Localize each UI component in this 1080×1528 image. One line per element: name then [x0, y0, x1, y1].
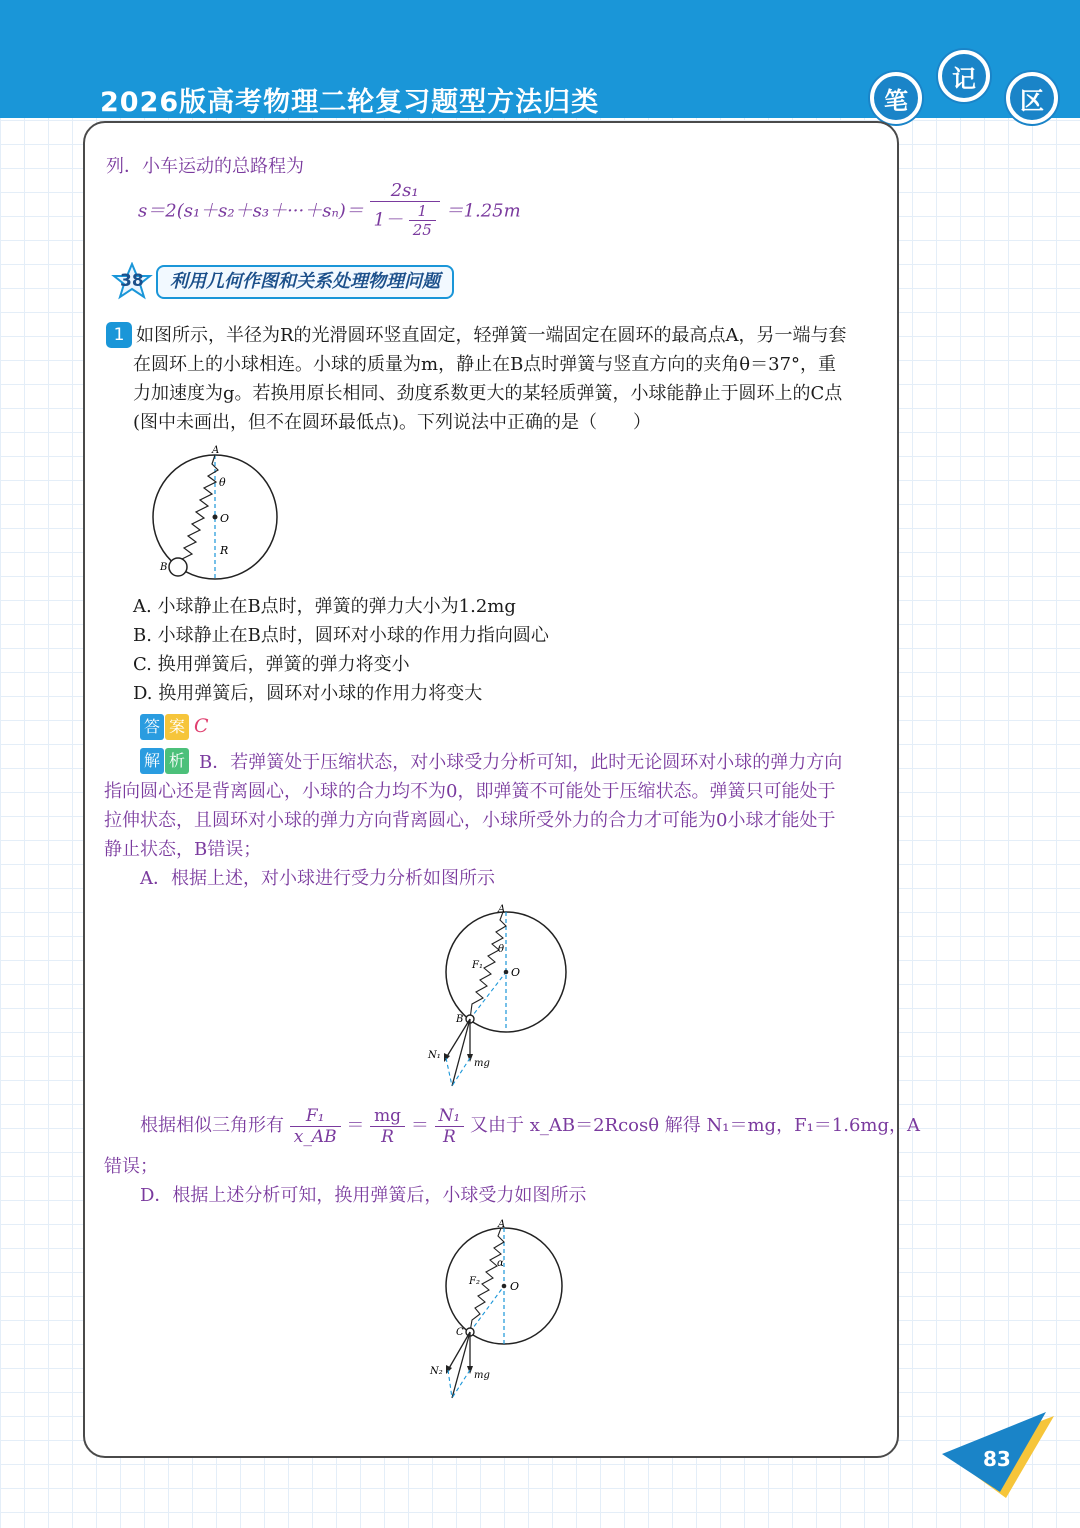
section-heading	[108, 262, 496, 300]
answer-tag-2: 案	[165, 714, 189, 740]
option-d: D. 换用弹簧后，圆环对小球的作用力将变大	[133, 683, 483, 704]
analysis-b-line-1: B．若弹簧处于压缩状态，对小球受力分析可知，此时无论圆环对小球的弹力方向	[199, 752, 843, 773]
svg-text:A: A	[498, 904, 506, 915]
figure-ring-spring-b	[140, 440, 290, 590]
option-a: A. 小球静止在B点时，弹簧的弹力大小为1.2mg	[133, 596, 516, 617]
question-line-1: 如图所示，半径为R的光滑圆环竖直固定，轻弹簧一端固定在圆环的最高点A，另一端与套	[136, 325, 847, 346]
question-line-2: 在圆环上的小球相连。小球的质量为m，静止在B点时弹簧与竖直方向的夹角θ＝37°，重	[133, 354, 837, 375]
analysis-tags	[140, 748, 190, 774]
svg-text:N₂: N₂	[430, 1366, 443, 1377]
svg-text:mg: mg	[474, 1058, 490, 1069]
svg-text:mg: mg	[474, 1370, 490, 1381]
option-b: B. 小球静止在B点时，圆环对小球的作用力指向圆心	[133, 625, 549, 646]
answer-value: C	[194, 715, 209, 737]
notes-area-badges	[860, 0, 1080, 130]
svg-text:α: α	[497, 1258, 504, 1269]
similar-triangles-line: 根据相似三角形有 $\frac{\text{F₁}}{x\_AB}$ ＝ $\frac{mg}{R}$ ＝ $\frac{\text{N₁}}{R}$ 又由于 x_AB＝2Rcosθ 解得 N₁＝mg，F₁＝1.6mg，A	[140, 1105, 921, 1147]
figure-force-analysis-b	[420, 900, 580, 1096]
question-number: 1	[106, 322, 132, 348]
analysis-tag-1: 解	[140, 748, 164, 774]
question-line-3: 力加速度为g。若换用原长相同、劲度系数更大的某轻质弹簧，小球能静止于圆环上的C点	[133, 383, 843, 404]
book-title: 2026版高考物理二轮复习题型方法归类	[100, 87, 600, 118]
question-line-4: (图中未画出，但不在圆环最低点)。下列说法中正确的是（ ）	[133, 412, 652, 433]
svg-text:O: O	[220, 512, 230, 525]
svg-text:O: O	[510, 1280, 520, 1293]
analysis-a-line: A．根据上述，对小球进行受力分析如图所示	[140, 868, 495, 889]
svg-text:C: C	[456, 1327, 464, 1338]
intro-fraction: 2s₁ 1－ $\frac{1}{25}$	[370, 180, 440, 239]
page-number: 83	[983, 1447, 1011, 1471]
analysis-b-line-4: 静止状态，B错误；	[104, 839, 262, 860]
svg-text:N₁: N₁	[428, 1050, 441, 1061]
svg-text:F₂: F₂	[469, 1276, 480, 1287]
answer-row	[140, 714, 209, 740]
intro-line: 列．小车运动的总路程为	[106, 156, 304, 177]
analysis-b-line-3: 拉伸状态，且圆环对小球的弹力方向背离圆心，小球所受外力的合力才可能为0小球才能处于	[104, 810, 836, 831]
svg-text:θ: θ	[219, 476, 226, 489]
svg-text:θ: θ	[498, 944, 505, 955]
svg-text:F₁: F₁	[472, 960, 483, 971]
notes-badge-1: 笔	[870, 72, 922, 124]
svg-text:A: A	[212, 445, 220, 456]
svg-text:O: O	[511, 966, 521, 979]
analysis-tag-2: 析	[165, 748, 189, 774]
notes-badge-3: 区	[1006, 72, 1058, 124]
svg-text:B: B	[456, 1014, 464, 1025]
section-number: 38	[120, 271, 144, 291]
notes-badge-2: 记	[938, 50, 990, 102]
intro-equation: s＝2(s₁＋s₂＋s₃＋···＋sₙ)＝ 2s₁ 1－ $\frac{1}{25}$ ＝1.25m	[138, 180, 521, 239]
option-c: C. 换用弹簧后，弹簧的弹力将变小	[133, 654, 410, 675]
svg-text:A: A	[498, 1219, 506, 1230]
figure-force-analysis-c	[420, 1214, 580, 1410]
svg-text:B: B	[160, 562, 168, 573]
wrong-line: 错误；	[104, 1156, 158, 1177]
section-title: 利用几何作图和关系处理物理问题	[156, 265, 454, 299]
analysis-b-line-2: 指向圆心还是背离圆心，小球的合力均不为0，即弹簧不可能处于压缩状态。弹簧只可能处于	[104, 781, 836, 802]
answer-tag-1: 答	[140, 714, 164, 740]
analysis-d-line: D．根据上述分析可知，换用弹簧后，小球受力如图所示	[140, 1185, 587, 1206]
svg-text:R: R	[220, 544, 229, 557]
